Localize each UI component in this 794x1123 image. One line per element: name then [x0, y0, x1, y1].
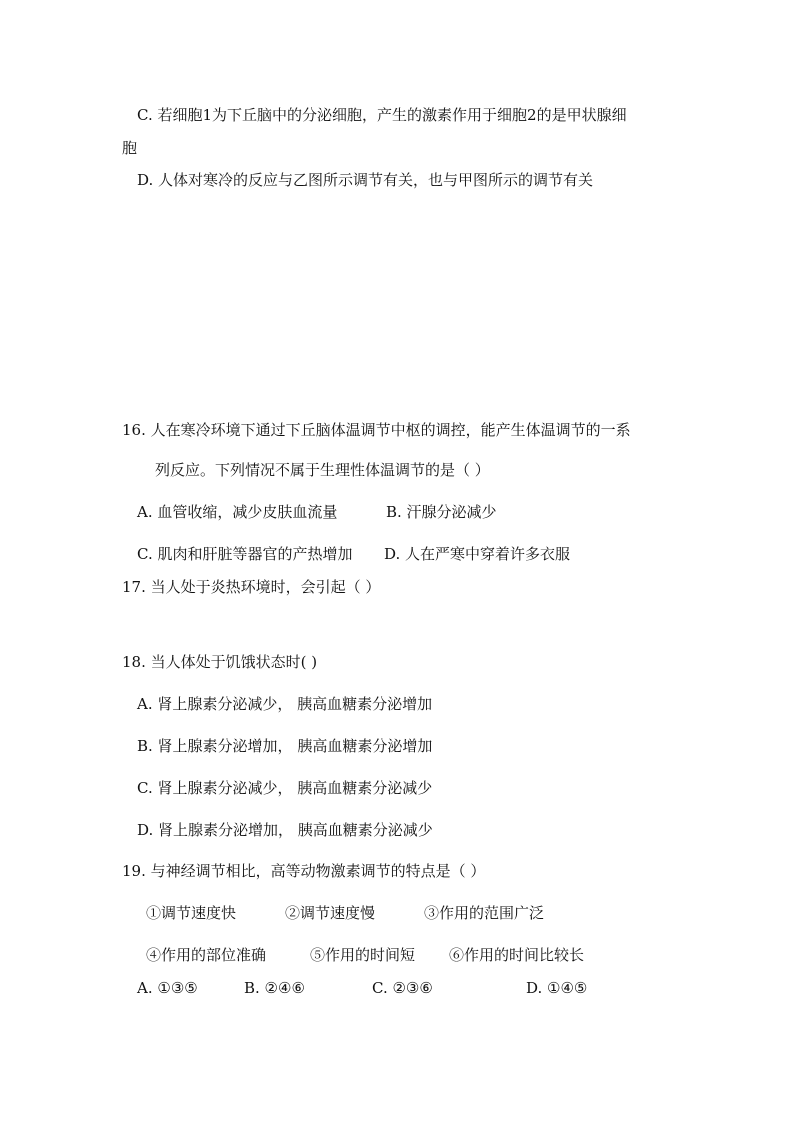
q19-item-1: ①调节速度快: [146, 904, 237, 922]
q19-item-6: ⑥作用的时间比较长: [449, 946, 585, 964]
q17-stem: 17. 当人处于炎热环境时，会引起（ ）: [122, 578, 381, 596]
q19-item-5: ⑤作用的时间短: [310, 946, 416, 964]
q16-option-c: C. 肌肉和肝脏等器官的产热增加: [137, 545, 353, 563]
q19-option-a: A. ①③⑤: [137, 979, 198, 997]
q19-item-3: ③作用的范围广泛: [424, 904, 545, 922]
q19-option-c: C. ②③⑥: [372, 979, 433, 997]
q16-stem-line1: 16. 人在寒冷环境下通过下丘脑体温调节中枢的调控，能产生体温调节的一系: [122, 421, 631, 439]
q19-stem: 19. 与神经调节相比，高等动物激素调节的特点是（ ）: [122, 862, 486, 880]
q15-option-c-line1: C. 若细胞1为下丘脑中的分泌细胞，产生的激素作用于细胞2的是甲状腺细: [137, 106, 627, 124]
q18-stem: 18. 当人体处于饥饿状态时( ): [122, 653, 318, 671]
q15-option-c-line2: 胞: [122, 139, 138, 157]
q18-option-a: A. 肾上腺素分泌减少， 胰高血糖素分泌增加: [137, 695, 433, 713]
q16-option-d: D. 人在严寒中穿着许多衣服: [384, 545, 571, 563]
q18-option-c: C. 肾上腺素分泌减少， 胰高血糖素分泌减少: [137, 779, 433, 797]
q19-option-b: B. ②④⑥: [244, 979, 305, 997]
q19-option-d: D. ①④⑤: [526, 979, 588, 997]
q19-item-2: ②调节速度慢: [285, 904, 376, 922]
q15-option-d: D. 人体对寒冷的反应与乙图所示调节有关，也与甲图所示的调节有关: [137, 171, 594, 189]
q18-option-d: D. 肾上腺素分泌增加， 胰高血糖素分泌减少: [137, 821, 433, 839]
q19-item-4: ④作用的部位准确: [146, 946, 267, 964]
q16-stem-line2: 列反应。下列情况不属于生理性体温调节的是（ ）: [155, 461, 490, 479]
q16-option-b: B. 汗腺分泌减少: [386, 503, 497, 521]
q18-option-b: B. 肾上腺素分泌增加， 胰高血糖素分泌增加: [137, 737, 433, 755]
q16-option-a: A. 血管收缩，减少皮肤血流量: [137, 503, 338, 521]
